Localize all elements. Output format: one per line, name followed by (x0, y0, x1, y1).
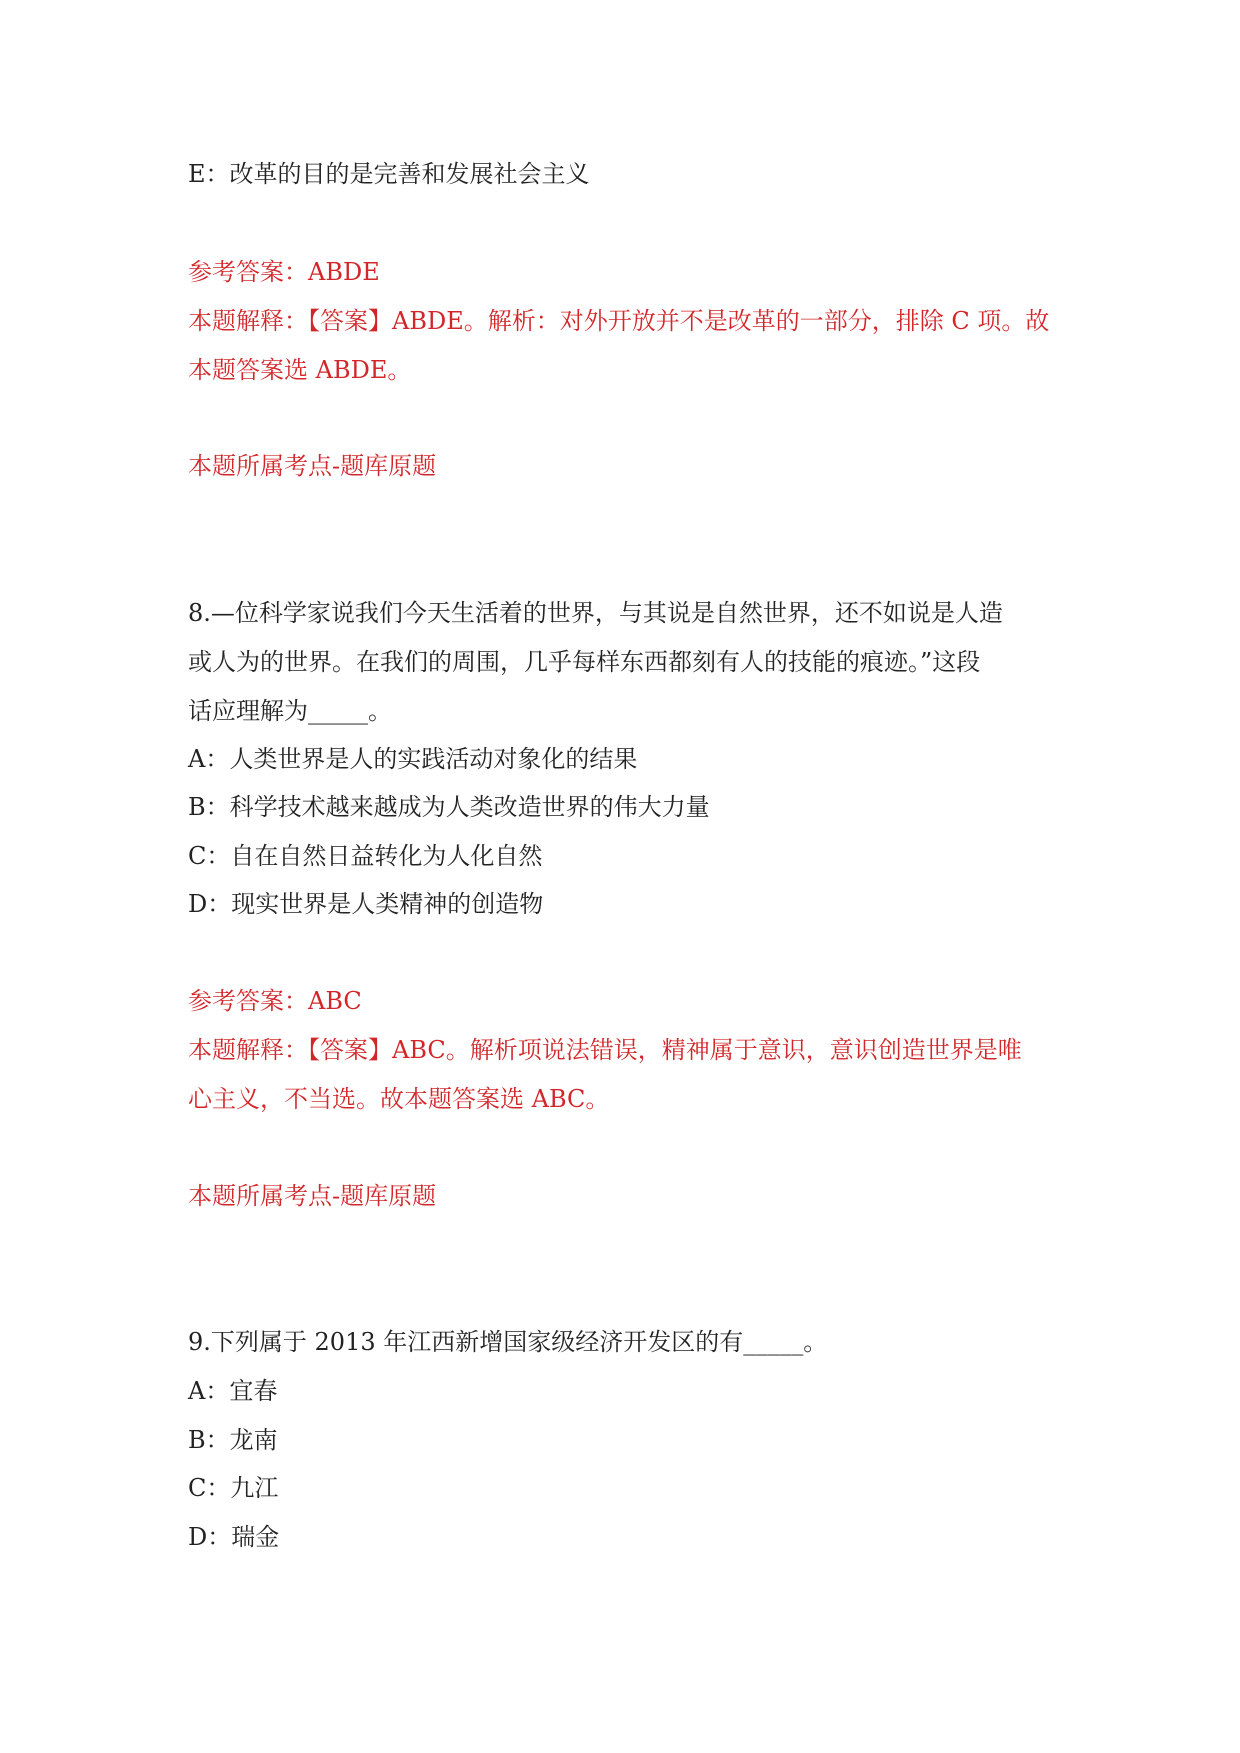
topic-tag: 本题所属考点-题库原题 (188, 1182, 437, 1210)
question-stem: 8.—位科学家说我们今天生活着的世界，与其说是自然世界，还不如说是人造 (188, 599, 1003, 627)
option-b: B：科学技术越来越成为人类改造世界的伟大力量 (188, 793, 710, 821)
question-stem: 9.下列属于 2013 年江西新增国家级经济开发区的有_____。 (188, 1328, 828, 1356)
option-d: D：现实世界是人类精神的创造物 (188, 890, 544, 918)
question-stem: 话应理解为_____。 (188, 697, 392, 725)
answer-label: 参考答案：ABDE (188, 258, 380, 286)
option-e: E：改革的目的是完善和发展社会主义 (188, 160, 590, 188)
explanation-line: 心主义，不当选。故本题答案选 ABC。 (188, 1085, 610, 1113)
option-d: D：瑞金 (188, 1523, 280, 1551)
explanation-line: 本题解释：【答案】ABDE。解析：对外开放并不是改革的一部分，排除 C 项。故 (188, 307, 1050, 335)
option-c: C：自在自然日益转化为人化自然 (188, 842, 543, 870)
question-stem: 或人为的世界。在我们的周围，几乎每样东西都刻有人的技能的痕迹。”这段 (188, 648, 981, 676)
option-c: C：九江 (188, 1474, 279, 1502)
option-a: A：人类世界是人的实践活动对象化的结果 (188, 745, 638, 773)
topic-tag: 本题所属考点-题库原题 (188, 452, 437, 480)
explanation-line: 本题答案选 ABDE。 (188, 356, 412, 384)
option-b: B：龙南 (188, 1426, 278, 1454)
answer-label: 参考答案：ABC (188, 987, 362, 1015)
option-a: A：宜春 (188, 1377, 278, 1405)
explanation-line: 本题解释：【答案】ABC。解析项说法错误，精神属于意识，意识创造世界是唯 (188, 1036, 1022, 1064)
